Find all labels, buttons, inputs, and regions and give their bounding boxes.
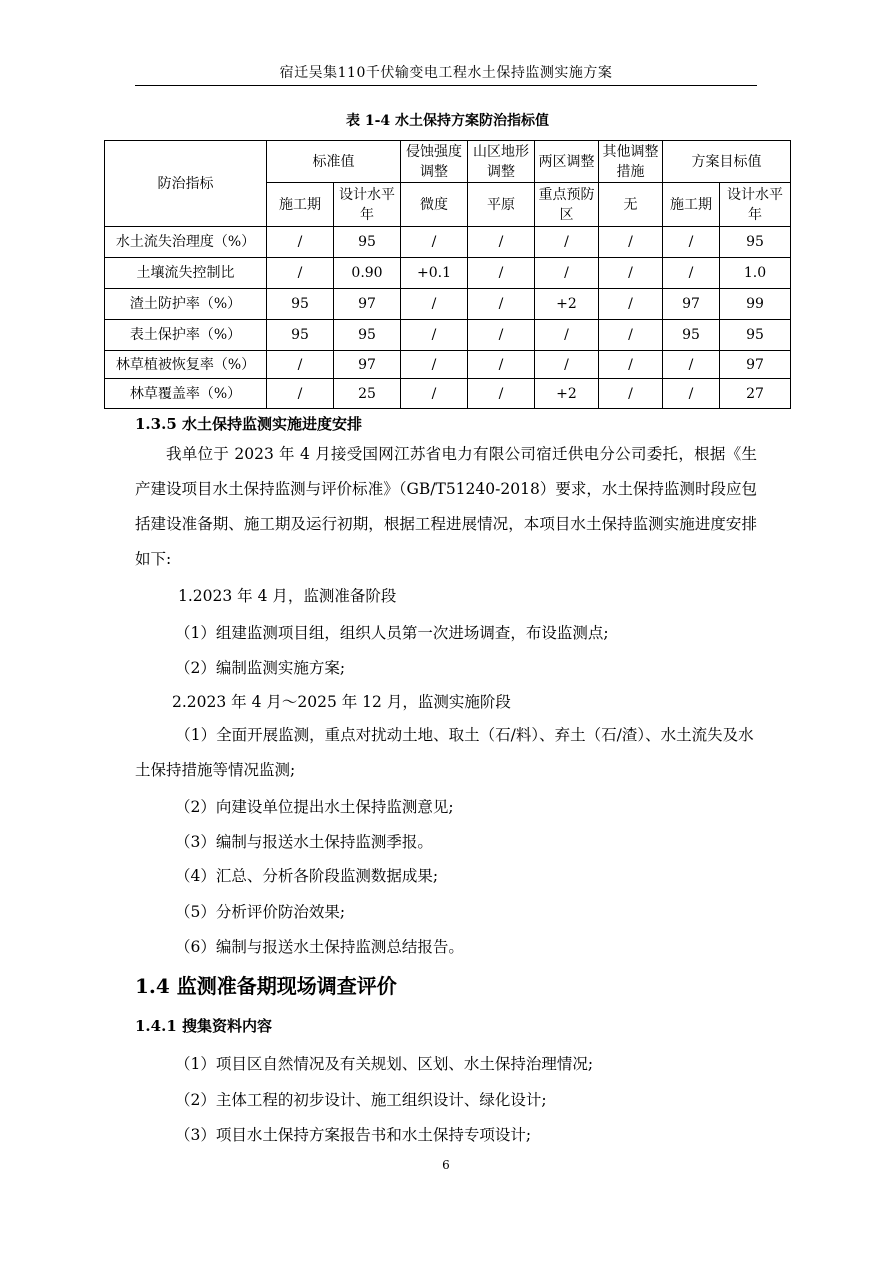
header-cell-target-design-year: 设计水平年: [720, 183, 791, 227]
table-cell: /: [663, 351, 720, 379]
page-number: 6: [442, 1158, 450, 1172]
list-item: （4）汇总、分析各阶段监测数据成果;: [175, 867, 439, 885]
header-cell-indicator: 防治指标: [105, 141, 267, 227]
header-cell-other-sub: 无: [599, 183, 663, 227]
list-item: （5）分析评价防治效果;: [175, 903, 346, 921]
table-cell: /: [401, 379, 468, 409]
list-item: （2）主体工程的初步设计、施工组织设计、绿化设计;: [175, 1091, 547, 1109]
header-rule: [135, 85, 757, 86]
table-cell: +0.1: [401, 258, 468, 289]
running-header: 宿迁吴集110千伏输变电工程水土保持监测实施方案: [279, 65, 613, 81]
table-cell: 水土流失治理度（%）: [105, 227, 267, 258]
table-cell: /: [535, 227, 599, 258]
list-item: （1）全面开展监测，重点对扰动土地、取土（石/料）、弃土（石/渣）、水土流失及水土保持措施等情况监测;: [135, 726, 754, 779]
table-cell: /: [468, 227, 535, 258]
table-row: [105, 258, 791, 289]
table-cell: /: [468, 289, 535, 320]
list-item: （3）项目水土保持方案报告书和水土保持专项设计;: [175, 1126, 532, 1144]
table-cell: /: [535, 320, 599, 351]
table-cell: /: [468, 379, 535, 409]
table-cell: /: [535, 351, 599, 379]
table-cell: /: [267, 379, 334, 409]
section-heading-1-4: 1.4 监测准备期现场调查评价: [135, 974, 397, 998]
table-cell: 25: [334, 379, 401, 409]
phase2-heading: 2.2023 年 4 月～2025 年 12 月，监测实施阶段: [172, 693, 511, 711]
header-cell-design-year: 设计水平年: [334, 183, 401, 227]
table-cell: 95: [663, 320, 720, 351]
list-item: （2）向建设单位提出水土保持监测意见;: [175, 798, 454, 816]
table-cell: /: [267, 351, 334, 379]
table-cell: /: [599, 227, 663, 258]
header-cell-erosion-sub: 微度: [401, 183, 468, 227]
table-cell: /: [468, 258, 535, 289]
table-row: [105, 379, 791, 409]
header-cell-mountain-sub: 平原: [468, 183, 535, 227]
table-cell: 0.90: [334, 258, 401, 289]
table-cell: 97: [720, 351, 791, 379]
table-row: [105, 227, 791, 258]
table-cell: /: [401, 320, 468, 351]
table-cell: /: [401, 351, 468, 379]
table-cell: /: [267, 258, 334, 289]
table-cell: 95: [267, 289, 334, 320]
section-heading-1-3-5: 1.3.5 水土保持监测实施进度安排: [135, 415, 362, 433]
list-item: （3）编制与报送水土保持监测季报。: [175, 833, 433, 851]
table-cell: 1.0: [720, 258, 791, 289]
table-cell: /: [468, 351, 535, 379]
table-cell: 95: [334, 320, 401, 351]
table-cell: 95: [267, 320, 334, 351]
table-row: [105, 289, 791, 320]
table-cell: /: [599, 379, 663, 409]
table-cell: /: [599, 351, 663, 379]
section-heading-1-4-1: 1.4.1 搜集资料内容: [135, 1017, 272, 1035]
table-cell: 97: [334, 351, 401, 379]
table-cell: 林草植被恢复率（%）: [105, 351, 267, 379]
table-cell: /: [663, 227, 720, 258]
table-cell: 渣土防护率（%）: [105, 289, 267, 320]
table-cell: /: [468, 320, 535, 351]
intro-paragraph: 我单位于 2023 年 4 月接受国网江苏省电力有限公司宿迁供电分公司委托，根据《生产建设项目水土保持监测与评价标准》（GB/T51240-2018）要求，水土保持监测时段应包括建设准备期、施工期及运行初期，根据工程进展情况，本项目水土保持监测实施进度安排如下:: [135, 445, 757, 568]
list-item: （1）项目区自然情况及有关规划、区划、水土保持治理情况;: [175, 1055, 594, 1073]
header-cell-zones-sub: 重点预防区: [535, 183, 599, 227]
header-cell-target-construction: 施工期: [663, 183, 720, 227]
table-row: [105, 351, 791, 379]
table-cell: /: [663, 379, 720, 409]
table-cell: 95: [334, 227, 401, 258]
table-cell: /: [599, 258, 663, 289]
list-item: （6）编制与报送水土保持监测总结报告。: [175, 938, 464, 956]
header-cell-target: 方案目标值: [663, 141, 791, 183]
indicator-table: [104, 140, 791, 409]
table-cell: /: [535, 258, 599, 289]
table-caption: 表 1-4 水土保持方案防治指标值: [345, 113, 550, 129]
table-cell: 27: [720, 379, 791, 409]
table-cell: 97: [334, 289, 401, 320]
table-cell: 土壤流失控制比: [105, 258, 267, 289]
header-cell-other: 其他调整措施: [599, 141, 663, 183]
table-cell: /: [599, 320, 663, 351]
header-cell-standard: 标准值: [267, 141, 401, 183]
table-cell: 99: [720, 289, 791, 320]
table-cell: +2: [535, 289, 599, 320]
table-row: [105, 320, 791, 351]
table-cell: /: [599, 289, 663, 320]
list-item: （1）组建监测项目组，组织人员第一次进场调查，布设监测点;: [175, 624, 609, 642]
table-cell: 97: [663, 289, 720, 320]
header-cell-zones: 两区调整: [535, 141, 599, 183]
header-cell-mountain: 山区地形调整: [468, 141, 535, 183]
phase1-heading: 1.2023 年 4 月，监测准备阶段: [178, 587, 397, 605]
table-cell: /: [401, 227, 468, 258]
table-cell: /: [663, 258, 720, 289]
table-cell: /: [267, 227, 334, 258]
table-cell: 林草覆盖率（%）: [105, 379, 267, 409]
table-cell: 表土保护率（%）: [105, 320, 267, 351]
header-cell-erosion: 侵蚀强度调整: [401, 141, 468, 183]
table-cell: 95: [720, 320, 791, 351]
table-cell: +2: [535, 379, 599, 409]
list-item: （2）编制监测实施方案;: [175, 659, 346, 677]
header-cell-construction: 施工期: [267, 183, 334, 227]
table-cell: /: [401, 289, 468, 320]
table-cell: 95: [720, 227, 791, 258]
